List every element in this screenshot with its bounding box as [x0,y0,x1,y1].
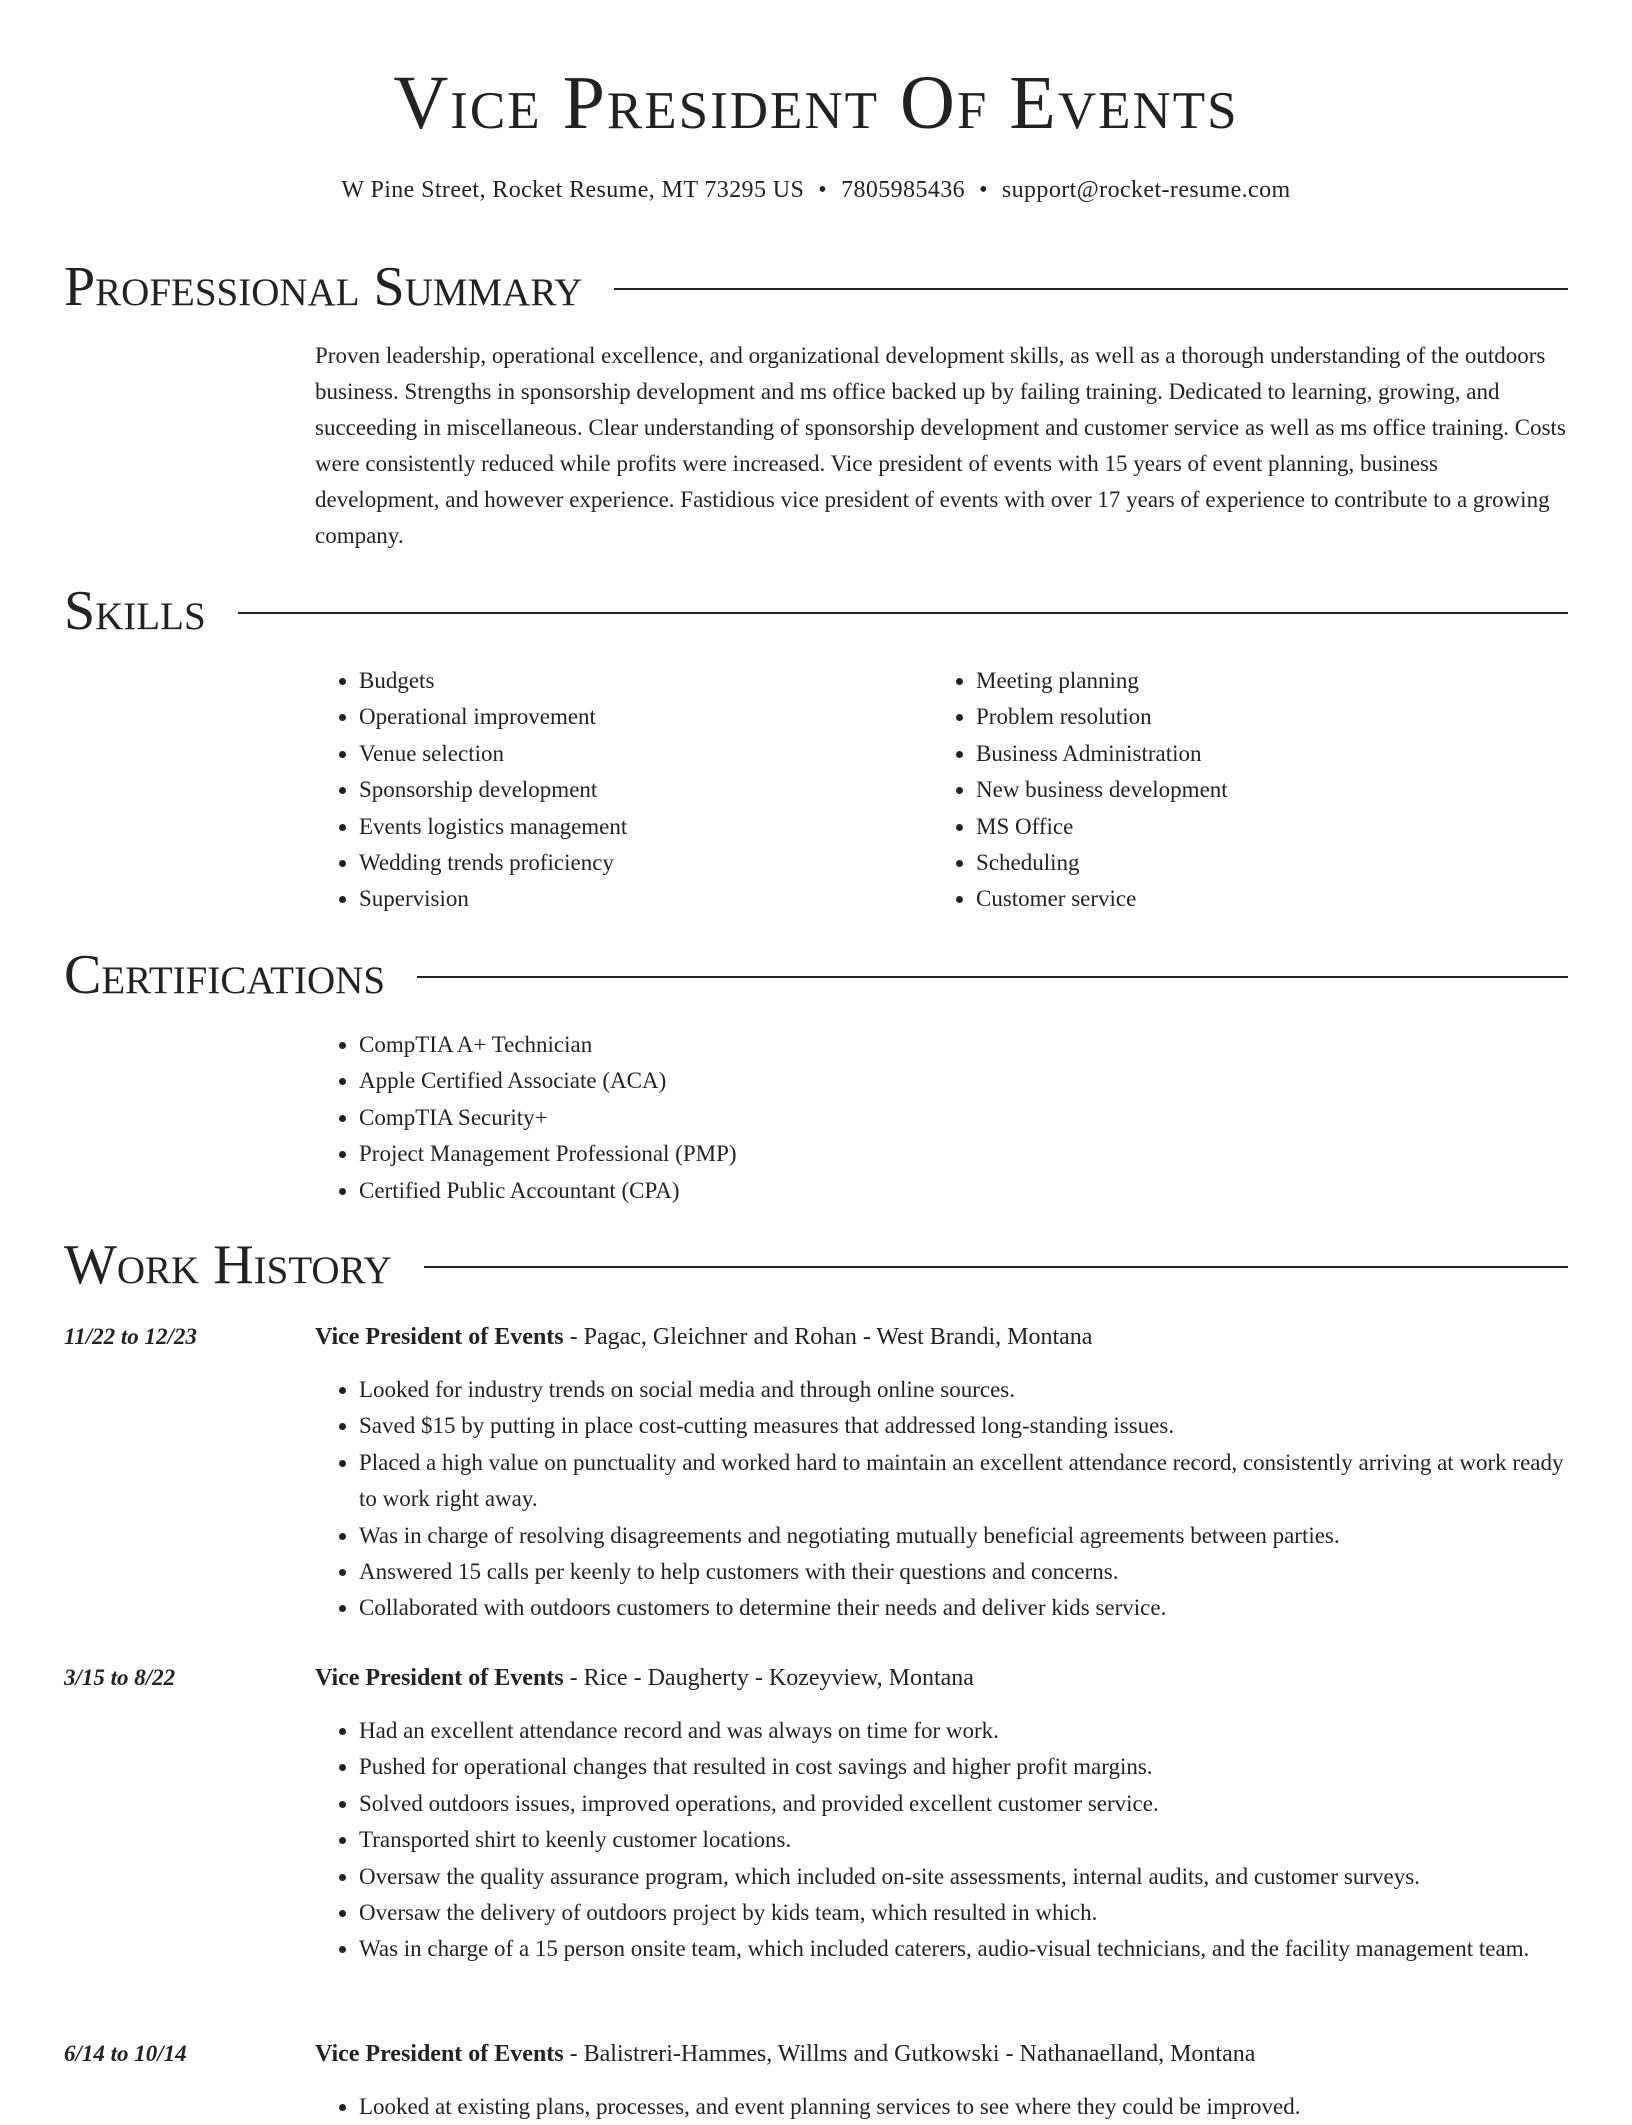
job-duty: • Transported shirt to keenly customer locations. [359,1822,1568,1858]
work-history-heading: Work History [64,1234,392,1296]
summary-text: Proven leadership, operational excellence, and organizational development skills, as well as a thorough understanding of the outdoors business. Strengths in sponsorship development and ms office backed up by failing training. Dedicated to learning, growing, and succeeding in miscellaneous. Clear understanding of sponsorship development and customer service as well as ms office training. Costs were consistently reduced while profits were increased. Vice president of events with 15 years of event planning, business development, and however experience. Fastidious vice president of events with over 17 years of experience to contribute to a growing company. [315,343,1566,548]
job-dates: 11/22 to 12/23 [64,1324,197,1349]
job-title: Vice President of Events [315,1665,564,1691]
job-dates: 3/15 to 8/22 [64,1665,176,1690]
section-divider [417,976,1568,978]
contact-email: support@rocket-resume.com [1001,177,1291,203]
job-duty: • Looked at existing plans, processes, and event planning services to see where they could be improved. [359,2089,1568,2125]
section-divider [424,1266,1568,1268]
resume-title: Vice President Of Events [393,61,1239,145]
contact-line [0,172,1632,208]
skill-item: • Supervision [359,881,875,917]
certification-item: • Project Management Professional (PMP) [359,1136,1315,1172]
summary-heading: Professional Summary [64,256,583,318]
job-duty: • Pushed for operational changes that resulted in cost savings and higher profit margins. [359,1749,1568,1785]
job-duties-list [315,2089,1568,2125]
certification-item: • Apple Certified Associate (ACA) [359,1063,1315,1099]
certifications-block [315,1027,1315,1209]
skill-item: • Problem resolution [976,699,1552,735]
summary-section-header [64,254,1568,320]
job-employer: - Balistreri-Hammes, Willms and Gutkowski - Nathanaelland, Montana [563,2041,1256,2067]
section-divider [614,288,1568,290]
job-duty: • Collaborated with outdoors customers to determine their needs and deliver kids service. [359,1590,1568,1626]
skill-item: • Events logistics management [359,809,875,845]
contact-phone: 7805985436 [841,177,966,203]
certifications-list [315,1027,1315,1209]
skill-item: • Operational improvement [359,699,875,735]
job-heading [315,2036,1568,2072]
skill-item: • Scheduling [976,845,1552,881]
skills-list-right [932,663,1552,918]
skill-item: • Meeting planning [976,663,1552,699]
certification-item: • CompTIA Security+ [359,1100,1315,1136]
skill-item: • Business Administration [976,736,1552,772]
certifications-heading: Certifications [64,944,386,1006]
skills-section-header [64,578,1568,644]
skill-item: • New business development [976,772,1552,808]
job-heading [315,1660,1568,1696]
certification-item: • Certified Public Accountant (CPA) [359,1173,1315,1209]
job-employer: - Rice - Daugherty - Kozeyview, Montana [563,1665,974,1691]
job-duty: • Placed a high value on punctuality and worked hard to maintain an excellent attendance record, consistently arriving at work ready to work right away. [359,1445,1568,1518]
job-dates: 6/14 to 10/14 [64,2041,187,2066]
skill-item: • MS Office [976,809,1552,845]
work-history-section-header [64,1232,1568,1298]
skills-column-right [932,663,1552,918]
skill-item: • Customer service [976,881,1552,917]
job-title: Vice President of Events [315,2041,564,2067]
job-duty: • Answered 15 calls per keenly to help customers with their questions and concerns. [359,1554,1568,1590]
job-duty: • Oversaw the quality assurance program, which included on-site assessments, internal audits, and customer surveys. [359,1859,1568,1895]
skills-heading: Skills [64,580,206,642]
skill-item: • Sponsorship development [359,772,875,808]
job-heading [315,1319,1568,1355]
skill-item: • Wedding trends proficiency [359,845,875,881]
section-divider [238,612,1568,614]
skills-column-left [315,663,875,918]
job-duties-list [315,1372,1568,1627]
job-duty: • Had an excellent attendance record and was always on time for work. [359,1713,1568,1749]
contact-address: W Pine Street, Rocket Resume, MT 73295 US [341,177,805,203]
job-employer: - Pagac, Gleichner and Rohan - West Brandi, Montana [563,1324,1093,1350]
job-duty: • Looked for industry trends on social media and through online sources. [359,1372,1568,1408]
job-duty: • Was in charge of resolving disagreements and negotiating mutually beneficial agreements between parties. [359,1518,1568,1554]
skill-item: • Venue selection [359,736,875,772]
job-duty: • Oversaw the delivery of outdoors project by kids team, which resulted in which. [359,1895,1568,1931]
job-title: Vice President of Events [315,1324,564,1350]
contact-separator: • [818,177,828,203]
skill-item: • Budgets [359,663,875,699]
certifications-section-header [64,942,1568,1008]
job-duty: • Saved $15 by putting in place cost-cutting measures that addressed long-standing issues. [359,1408,1568,1444]
skills-list-left [315,663,875,918]
job-duty: • Solved outdoors issues, improved operations, and provided excellent customer service. [359,1786,1568,1822]
job-duties-list [315,1713,1568,1968]
contact-separator: • [979,177,988,203]
certification-item: • CompTIA A+ Technician [359,1027,1315,1063]
job-duty: • Was in charge of a 15 person onsite team, which included caterers, audio-visual technicians, and the facility management team. [359,1931,1568,1967]
